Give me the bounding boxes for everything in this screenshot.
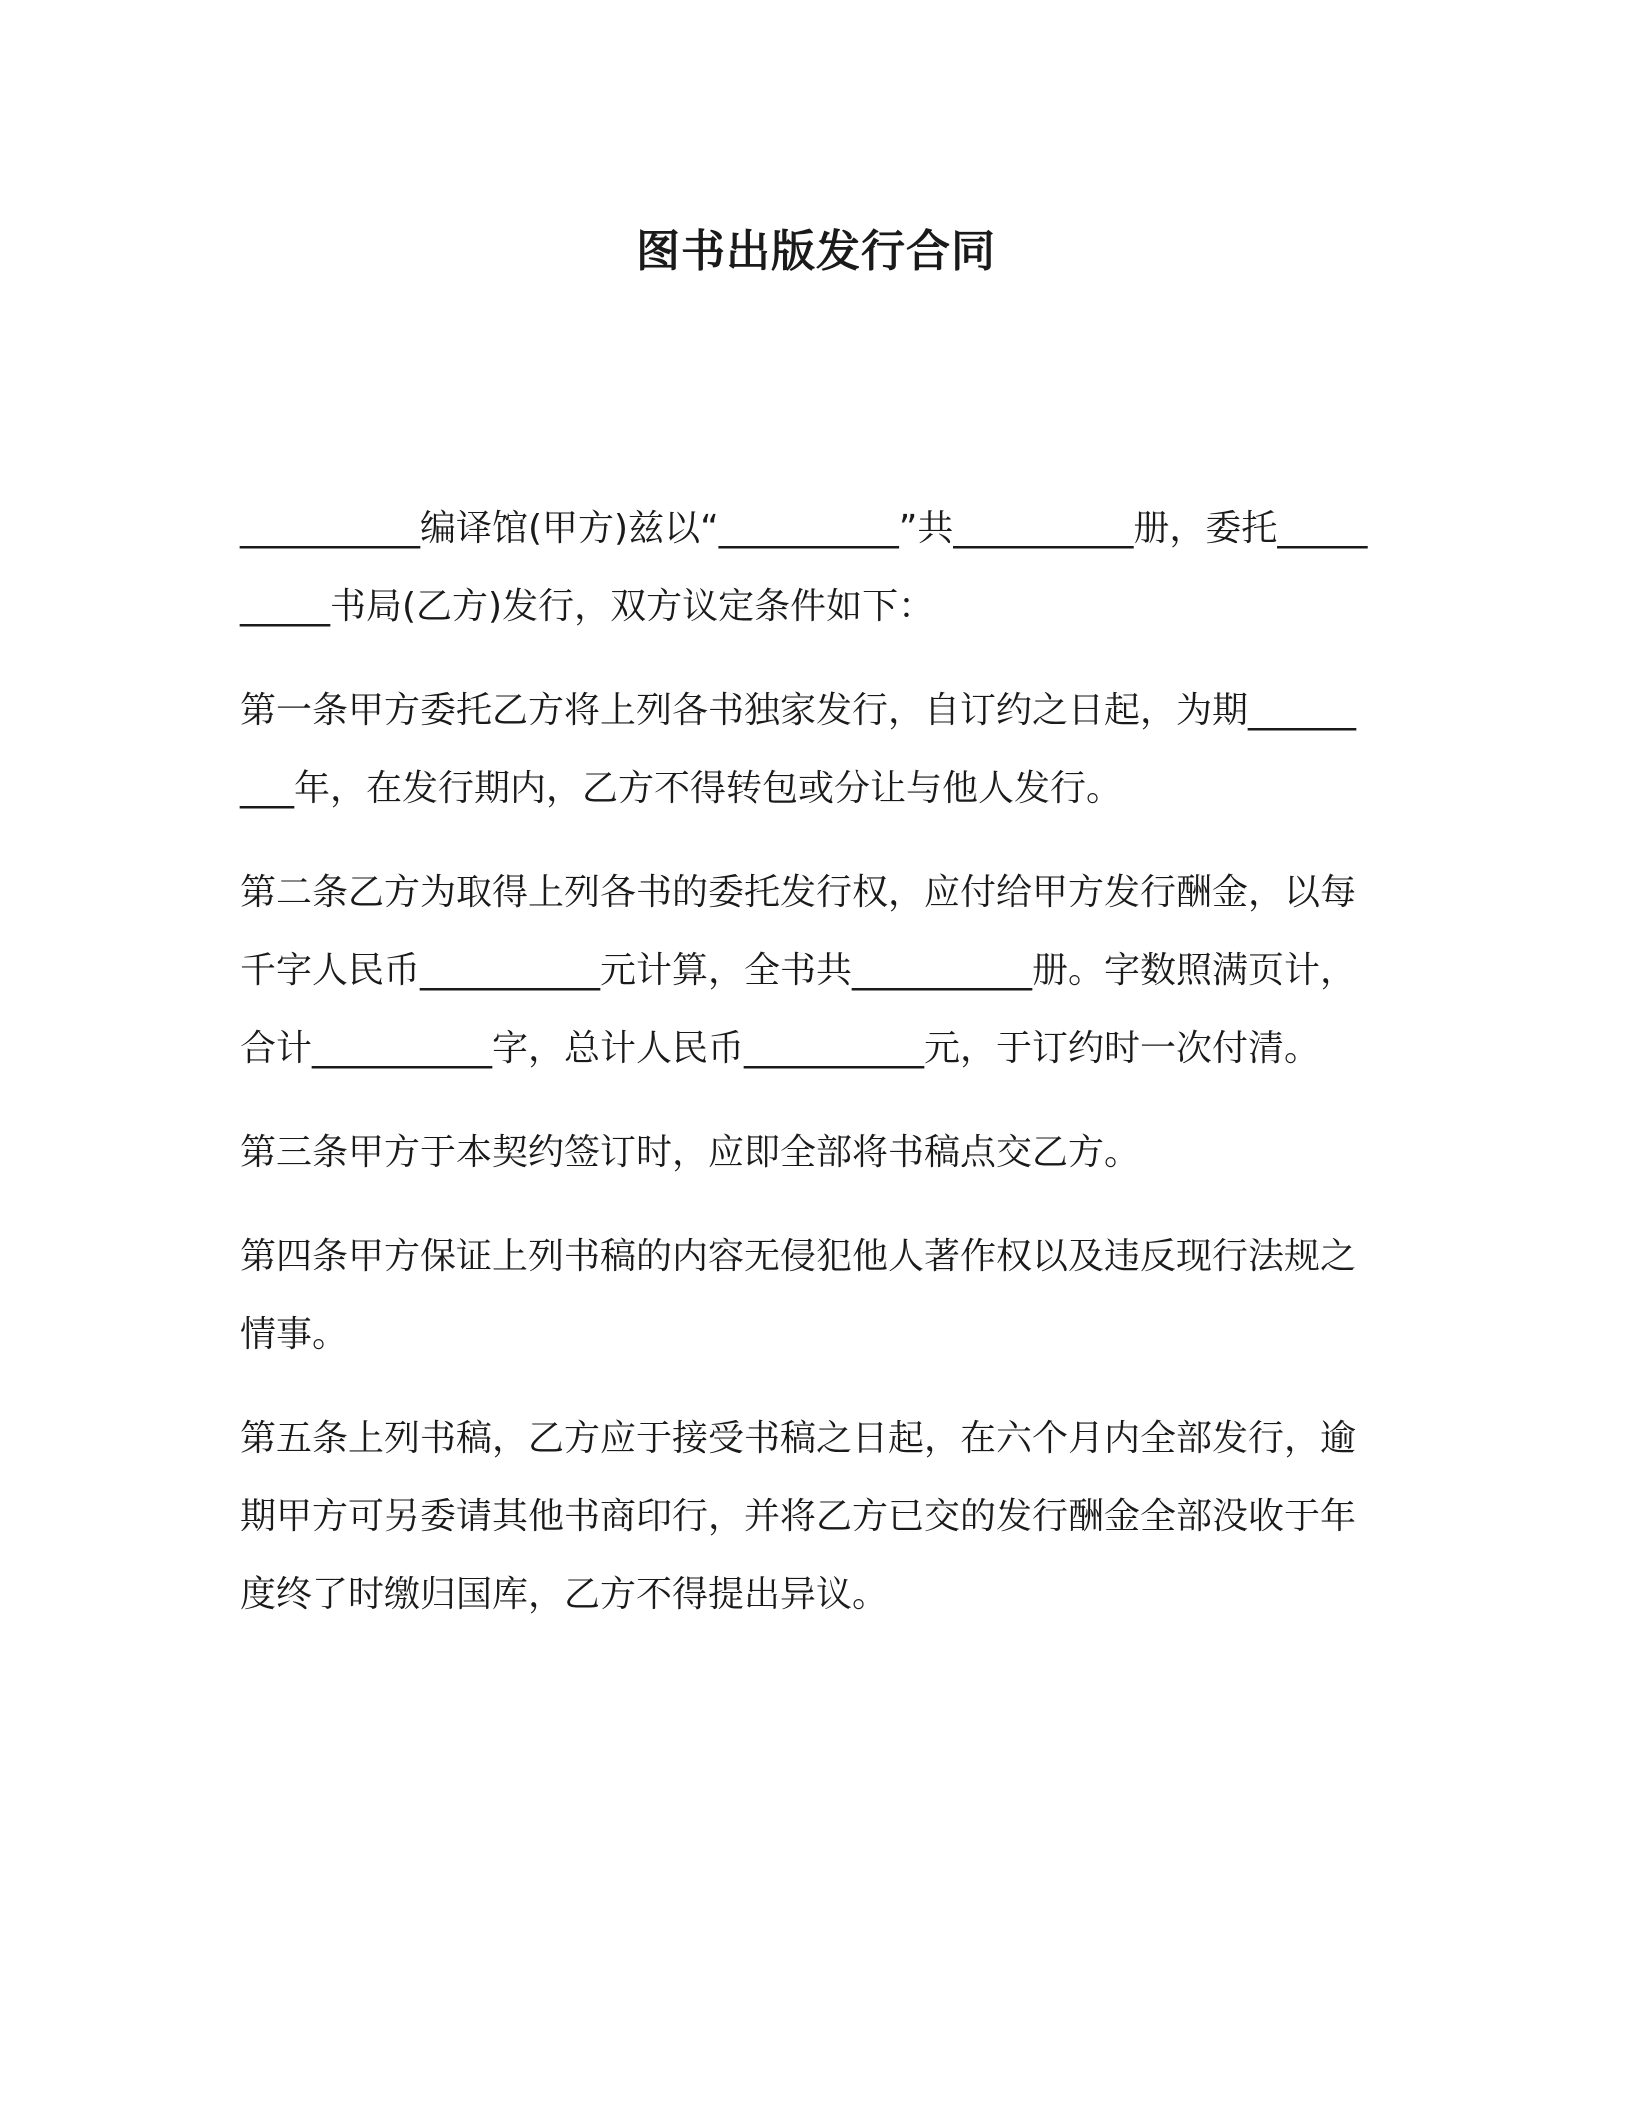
contract-body: [240, 490, 1370, 1660]
preamble-paragraph: __________编译馆(甲方)兹以“__________”共__________册，委托__________书局(乙方)发行，双方议定条件如下：: [240, 508, 1368, 627]
article-2-paragraph: 第二条乙方为取得上列各书的委托发行权，应付给甲方发行酬金，以每千字人民币__________元计算，全书共__________册。字数照满页计，合计__________字，总计人民币__________元，于订约时一次付清。: [240, 872, 1357, 1069]
article-1-paragraph: 第一条甲方委托乙方将上列各书独家发行，自订约之日起，为期_________年，在发行期内，乙方不得转包或分让与他人发行。: [240, 690, 1357, 809]
article-5-paragraph: 第五条上列书稿，乙方应于接受书稿之日起，在六个月内全部发行，逾期甲方可另委请其他书商印行，并将乙方已交的发行酬金全部没收于年度终了时缴归国库，乙方不得提出异议。: [240, 1418, 1357, 1615]
article-3-paragraph: 第三条甲方于本契约签订时，应即全部将书稿点交乙方。: [240, 1132, 1141, 1173]
article-4-paragraph: 第四条甲方保证上列书稿的内容无侵犯他人著作权以及违反现行法规之情事。: [240, 1236, 1357, 1355]
document-title: 图书出版发行合同: [636, 226, 996, 277]
